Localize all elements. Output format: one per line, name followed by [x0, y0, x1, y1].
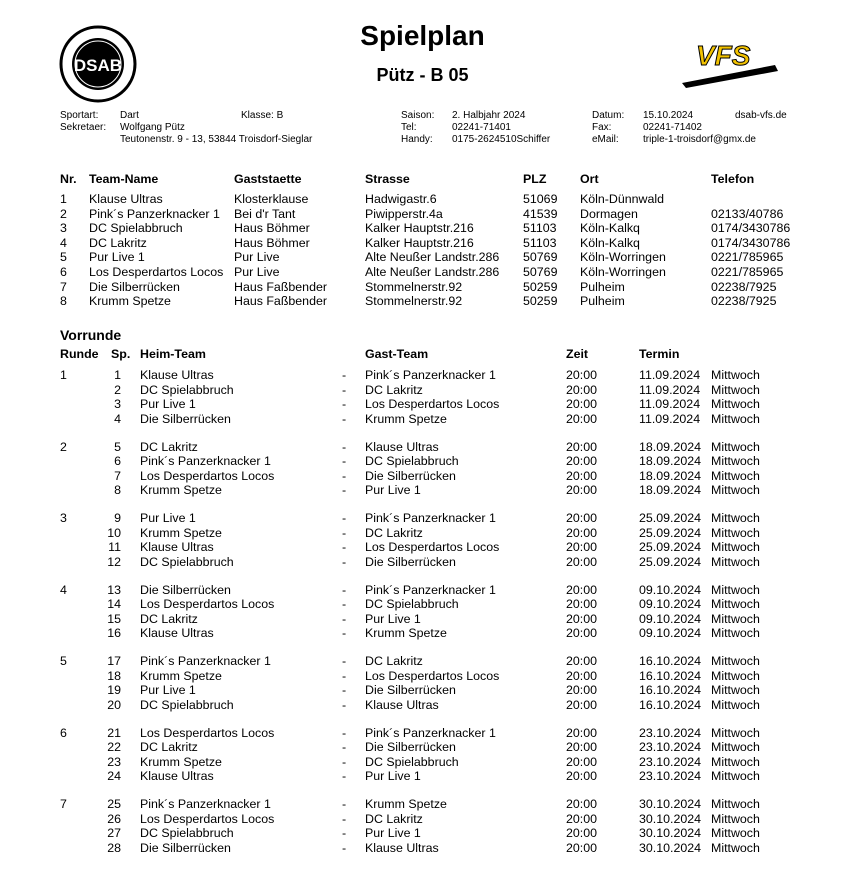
team-cell: 8 [60, 294, 67, 309]
info-saison: 2. Halbjahr 2024 [452, 110, 526, 121]
section-title: Vorrunde [60, 327, 122, 343]
game-date: 18.09.2024 [639, 454, 702, 468]
game-weekday: Mittwoch [711, 582, 760, 597]
guest-team: Die Silberrücken [365, 740, 456, 754]
home-team: Pink´s Panzerknacker 1 [140, 797, 271, 811]
guest-team: Pink´s Panzerknacker 1 [365, 368, 496, 382]
game-date: 11.09.2024 [639, 368, 701, 382]
game-date: 16.10.2024 [639, 668, 702, 683]
game-date: 09.10.2024 [639, 626, 702, 640]
home-team: DC Spielabbruch [140, 826, 234, 840]
guest-team: Pur Live 1 [365, 769, 421, 783]
info-tel-label: Tel: [401, 122, 417, 133]
info-datum-label: Datum: [592, 110, 625, 121]
team-cell: Hadwigastr.6 [365, 192, 437, 206]
game-time: 20:00 [566, 582, 598, 597]
separator: - [342, 540, 347, 554]
game-weekday: Mittwoch [711, 468, 760, 483]
game-weekday: Mittwoch [711, 368, 760, 382]
teams-header-cell: Ort [580, 172, 599, 186]
team-cell: Los Desperdartos Locos [89, 265, 224, 279]
team-cell: 50769 [523, 265, 558, 279]
home-team: DC Lakritz [140, 439, 198, 454]
team-cell: Alte Neußer Landstr.286 [365, 265, 500, 279]
game-number: 5 [114, 439, 121, 454]
guest-team: Krumm Spetze [365, 411, 447, 426]
round-number: 5 [60, 654, 67, 668]
home-team: Die Silberrücken [140, 840, 231, 855]
schedule-header-cell: Heim-Team [140, 347, 206, 361]
game-date: 30.10.2024 [639, 797, 702, 811]
game-date: 16.10.2024 [639, 654, 702, 668]
guest-team: Klause Ultras [365, 840, 439, 855]
team-cell: Pulheim [580, 279, 625, 294]
home-team: Pur Live 1 [140, 397, 196, 411]
separator: - [342, 725, 347, 740]
info-adresse: Teutonenstr. 9 - 13, 53844 Troisdorf-Sieglar [120, 134, 313, 145]
game-date: 30.10.2024 [639, 840, 702, 855]
guest-team: Pur Live 1 [365, 483, 421, 497]
game-number: 14 [107, 597, 121, 611]
teams-header-cell: Team-Name [89, 172, 159, 186]
team-cell: 02238/7925 [711, 279, 777, 294]
round-number: 1 [60, 368, 67, 382]
team-cell: 50769 [523, 250, 558, 265]
game-date: 16.10.2024 [639, 697, 702, 712]
game-weekday: Mittwoch [711, 411, 760, 426]
game-number: 6 [114, 454, 121, 468]
round-number: 3 [60, 511, 67, 525]
guest-team: Pink´s Panzerknacker 1 [365, 511, 496, 525]
page-title: Spielplan [360, 20, 485, 51]
guest-team: Die Silberrücken [365, 554, 456, 569]
home-team: Klause Ultras [140, 769, 214, 783]
home-team: Krumm Spetze [140, 525, 222, 540]
game-time: 20:00 [566, 454, 598, 468]
team-cell: Pink´s Panzerknacker 1 [89, 206, 220, 221]
separator: - [342, 411, 347, 426]
team-cell: Köln-Worringen [580, 250, 666, 265]
home-team: Krumm Spetze [140, 668, 222, 683]
team-cell: DC Lakritz [89, 235, 147, 250]
team-cell: 51103 [523, 235, 557, 250]
guest-team: DC Spielabbruch [365, 454, 459, 468]
game-date: 25.09.2024 [639, 540, 702, 554]
game-number: 24 [107, 769, 121, 783]
game-time: 20:00 [566, 525, 598, 540]
game-time: 20:00 [566, 597, 598, 611]
game-weekday: Mittwoch [711, 439, 760, 454]
game-number: 11 [108, 540, 121, 554]
game-time: 20:00 [566, 769, 598, 783]
team-cell: 41539 [523, 206, 558, 221]
game-number: 9 [114, 511, 121, 525]
game-date: 25.09.2024 [639, 525, 702, 540]
info-web: dsab-vfs.de [735, 110, 787, 121]
separator: - [342, 683, 347, 697]
game-number: 12 [107, 554, 121, 569]
info-tel: 02241-71401 [452, 122, 511, 133]
schedule-header-cell: Zeit [566, 347, 589, 361]
teams-header-cell: Telefon [711, 172, 755, 186]
game-number: 28 [107, 840, 121, 855]
round-number: 2 [60, 439, 67, 454]
guest-team: DC Lakritz [365, 654, 423, 668]
separator: - [342, 697, 347, 712]
game-weekday: Mittwoch [711, 554, 760, 569]
game-weekday: Mittwoch [711, 668, 760, 683]
game-number: 26 [107, 811, 121, 826]
game-time: 20:00 [566, 483, 598, 497]
game-date: 11.09.2024 [639, 397, 701, 411]
team-cell: Köln-Kalkq [580, 235, 640, 250]
separator: - [342, 525, 347, 540]
guest-team: Los Desperdartos Locos [365, 397, 500, 411]
game-date: 11.09.2024 [639, 411, 701, 426]
game-number: 22 [107, 740, 121, 754]
game-number: 27 [107, 826, 121, 840]
game-weekday: Mittwoch [711, 740, 760, 754]
separator: - [342, 368, 347, 382]
team-cell: 02238/7925 [711, 294, 777, 309]
game-date: 18.09.2024 [639, 468, 702, 483]
team-cell: Stommelnerstr.92 [365, 294, 463, 309]
game-date: 09.10.2024 [639, 582, 702, 597]
home-team: DC Spielabbruch [140, 697, 234, 712]
separator: - [342, 740, 347, 754]
game-weekday: Mittwoch [711, 697, 760, 712]
game-weekday: Mittwoch [711, 540, 760, 554]
guest-team: Klause Ultras [365, 439, 439, 454]
home-team: Krumm Spetze [140, 483, 222, 497]
separator: - [342, 840, 347, 855]
game-time: 20:00 [566, 411, 598, 426]
team-cell: 0174/3430786 [711, 221, 791, 236]
game-number: 4 [114, 411, 121, 426]
guest-team: Pur Live 1 [365, 611, 421, 626]
team-cell: 1 [60, 192, 67, 206]
home-team: Pur Live 1 [140, 511, 196, 525]
team-cell: 5 [60, 250, 67, 265]
info-handy: 0175-2624510Schiffer [452, 134, 551, 145]
guest-team: Krumm Spetze [365, 797, 447, 811]
game-number: 20 [107, 697, 121, 712]
team-cell: 51103 [523, 221, 557, 236]
game-number: 7 [114, 468, 121, 483]
team-cell: 2 [60, 206, 67, 221]
team-cell: Bei d'r Tant [234, 206, 296, 221]
guest-team: Pink´s Panzerknacker 1 [365, 725, 496, 740]
game-number: 19 [107, 683, 121, 697]
home-team: Die Silberrücken [140, 582, 231, 597]
game-weekday: Mittwoch [711, 769, 760, 783]
game-number: 13 [107, 582, 121, 597]
svg-text:DSAB: DSAB [73, 56, 123, 75]
game-weekday: Mittwoch [711, 483, 760, 497]
team-cell: 0174/3430786 [711, 235, 791, 250]
team-cell: Klosterklause [234, 192, 309, 206]
game-number: 2 [114, 382, 121, 397]
team-cell: Kalker Hauptstr.216 [365, 235, 474, 250]
home-team: Los Desperdartos Locos [140, 597, 275, 611]
game-weekday: Mittwoch [711, 626, 760, 640]
team-cell: DC Spielabbruch [89, 221, 183, 236]
home-team: Pink´s Panzerknacker 1 [140, 454, 271, 468]
team-cell: 0221/785965 [711, 250, 784, 265]
game-time: 20:00 [566, 368, 598, 382]
game-time: 20:00 [566, 611, 598, 626]
guest-team: Los Desperdartos Locos [365, 668, 500, 683]
info-datum: 15.10.2024 [643, 110, 694, 121]
separator: - [342, 654, 347, 668]
game-number: 23 [107, 754, 121, 769]
separator: - [342, 597, 347, 611]
info-fax-label: Fax: [592, 122, 612, 133]
game-date: 25.09.2024 [639, 511, 702, 525]
round-number: 4 [60, 582, 67, 597]
team-cell: Alte Neußer Landstr.286 [365, 250, 500, 265]
home-team: Los Desperdartos Locos [140, 811, 275, 826]
schedule-header-cell: Termin [639, 347, 680, 361]
game-date: 23.10.2024 [639, 769, 702, 783]
separator: - [342, 797, 347, 811]
game-date: 18.09.2024 [639, 439, 702, 454]
info-sportart-label: Sportart: [60, 110, 99, 121]
guest-team: Krumm Spetze [365, 626, 447, 640]
game-date: 30.10.2024 [639, 826, 702, 840]
team-cell: 6 [60, 265, 67, 279]
game-date: 25.09.2024 [639, 554, 702, 569]
team-cell: Klause Ultras [89, 192, 163, 206]
team-cell: Pur Live [234, 250, 280, 265]
team-cell: Piwipperstr.4a [365, 206, 443, 221]
separator: - [342, 582, 347, 597]
guest-team: Los Desperdartos Locos [365, 540, 500, 554]
game-date: 11.09.2024 [639, 382, 701, 397]
game-weekday: Mittwoch [711, 654, 760, 668]
team-cell: 3 [60, 221, 67, 236]
game-date: 30.10.2024 [639, 811, 702, 826]
home-team: Klause Ultras [140, 368, 214, 382]
separator: - [342, 468, 347, 483]
separator: - [342, 826, 347, 840]
game-date: 09.10.2024 [639, 611, 702, 626]
game-number: 3 [114, 397, 121, 411]
team-cell: Haus Böhmer [234, 235, 310, 250]
team-cell: Haus Böhmer [234, 221, 310, 236]
info-fax: 02241-71402 [643, 122, 702, 133]
guest-team: Pur Live 1 [365, 826, 421, 840]
guest-team: Klause Ultras [365, 697, 439, 712]
game-time: 20:00 [566, 397, 598, 411]
teams-header-cell: PLZ [523, 172, 547, 186]
team-cell: 4 [60, 235, 67, 250]
game-number: 16 [107, 626, 121, 640]
team-cell: Haus Faßbender [234, 279, 327, 294]
team-cell: Die Silberrücken [89, 279, 180, 294]
home-team: Klause Ultras [140, 540, 214, 554]
separator: - [342, 554, 347, 569]
team-cell: Pulheim [580, 294, 625, 309]
game-weekday: Mittwoch [711, 826, 760, 840]
game-time: 20:00 [566, 468, 598, 483]
game-time: 20:00 [566, 654, 598, 668]
separator: - [342, 439, 347, 454]
home-team: DC Spielabbruch [140, 382, 234, 397]
team-cell: Pur Live 1 [89, 250, 145, 265]
guest-team: DC Spielabbruch [365, 597, 459, 611]
game-time: 20:00 [566, 826, 598, 840]
game-date: 23.10.2024 [639, 754, 702, 769]
game-time: 20:00 [566, 554, 598, 569]
game-time: 20:00 [566, 797, 598, 811]
team-cell: Kalker Hauptstr.216 [365, 221, 474, 236]
game-time: 20:00 [566, 382, 598, 397]
game-weekday: Mittwoch [711, 525, 760, 540]
game-weekday: Mittwoch [711, 754, 760, 769]
schedule-header-cell: Sp. [111, 347, 131, 361]
team-cell: Krumm Spetze [89, 294, 171, 309]
game-date: 18.09.2024 [639, 483, 702, 497]
team-cell: Köln-Dünnwald [580, 192, 665, 206]
info-saison-label: Saison: [401, 110, 435, 121]
home-team: DC Lakritz [140, 611, 198, 626]
info-handy-label: Handy: [401, 134, 433, 145]
team-cell: 50259 [523, 279, 558, 294]
separator: - [342, 769, 347, 783]
game-date: 09.10.2024 [639, 597, 702, 611]
team-cell: Dormagen [580, 206, 638, 221]
info-klasse: Klasse: B [241, 110, 284, 121]
game-time: 20:00 [566, 626, 598, 640]
game-date: 16.10.2024 [639, 683, 702, 697]
game-time: 20:00 [566, 683, 598, 697]
game-number: 15 [107, 611, 121, 626]
home-team: Pur Live 1 [140, 683, 196, 697]
game-weekday: Mittwoch [711, 725, 760, 740]
game-number: 25 [107, 797, 121, 811]
info-sekretaer-label: Sekretaer: [60, 122, 107, 133]
teams-header-cell: Gaststaette [234, 172, 302, 186]
team-cell: 0221/785965 [711, 265, 784, 279]
info-email-label: eMail: [592, 134, 619, 145]
game-time: 20:00 [566, 754, 598, 769]
game-weekday: Mittwoch [711, 683, 760, 697]
home-team: DC Spielabbruch [140, 554, 234, 569]
game-weekday: Mittwoch [711, 454, 760, 468]
game-weekday: Mittwoch [711, 797, 760, 811]
separator: - [342, 483, 347, 497]
game-number: 21 [107, 725, 121, 740]
game-time: 20:00 [566, 725, 598, 740]
guest-team: DC Lakritz [365, 525, 423, 540]
home-team: Die Silberrücken [140, 411, 231, 426]
home-team: Pink´s Panzerknacker 1 [140, 654, 271, 668]
home-team: Klause Ultras [140, 626, 214, 640]
separator: - [342, 611, 347, 626]
guest-team: Pink´s Panzerknacker 1 [365, 582, 496, 597]
info-email: triple-1-troisdorf@gmx.de [643, 134, 756, 145]
game-number: 1 [114, 368, 121, 382]
game-weekday: Mittwoch [711, 511, 760, 525]
team-cell: 51069 [523, 192, 558, 206]
game-weekday: Mittwoch [711, 597, 760, 611]
separator: - [342, 626, 347, 640]
home-team: Los Desperdartos Locos [140, 468, 275, 483]
round-number: 6 [60, 725, 67, 740]
guest-team: DC Lakritz [365, 811, 423, 826]
info-sportart: Dart [120, 110, 139, 121]
game-time: 20:00 [566, 697, 598, 712]
team-cell: Köln-Kalkq [580, 221, 640, 236]
game-weekday: Mittwoch [711, 611, 760, 626]
game-time: 20:00 [566, 540, 598, 554]
game-weekday: Mittwoch [711, 840, 760, 855]
guest-team: Die Silberrücken [365, 468, 456, 483]
teams-header-cell: Strasse [365, 172, 410, 186]
guest-team: DC Spielabbruch [365, 754, 459, 769]
game-number: 17 [107, 654, 121, 668]
separator: - [342, 454, 347, 468]
schedule-header-cell: Gast-Team [365, 347, 429, 361]
game-time: 20:00 [566, 668, 598, 683]
home-team: Krumm Spetze [140, 754, 222, 769]
game-time: 20:00 [566, 439, 598, 454]
separator: - [342, 668, 347, 683]
team-cell: Köln-Worringen [580, 265, 666, 279]
game-weekday: Mittwoch [711, 382, 760, 397]
game-time: 20:00 [566, 811, 598, 826]
teams-header-cell: Nr. [60, 172, 77, 186]
home-team: DC Lakritz [140, 740, 198, 754]
game-number: 8 [114, 483, 121, 497]
game-number: 10 [107, 525, 121, 540]
game-date: 23.10.2024 [639, 740, 702, 754]
game-weekday: Mittwoch [711, 811, 760, 826]
svg-text:VFS: VFS [696, 40, 751, 71]
game-time: 20:00 [566, 740, 598, 754]
separator: - [342, 397, 347, 411]
separator: - [342, 511, 347, 525]
game-weekday: Mittwoch [711, 397, 760, 411]
game-time: 20:00 [566, 511, 598, 525]
page-subtitle: Pütz - B 05 [376, 65, 469, 85]
separator: - [342, 754, 347, 769]
team-cell: 7 [60, 279, 67, 294]
team-cell: Haus Faßbender [234, 294, 327, 309]
team-cell: Stommelnerstr.92 [365, 279, 463, 294]
team-cell: 02133/40786 [711, 206, 784, 221]
game-time: 20:00 [566, 840, 598, 855]
guest-team: DC Lakritz [365, 382, 423, 397]
game-number: 18 [107, 668, 121, 683]
team-cell: Pur Live [234, 265, 280, 279]
schedule-header-cell: Runde [60, 347, 99, 361]
info-sekretaer: Wolfgang Pütz [120, 122, 185, 133]
home-team: Los Desperdartos Locos [140, 725, 275, 740]
separator: - [342, 811, 347, 826]
round-number: 7 [60, 797, 67, 811]
separator: - [342, 382, 347, 397]
game-date: 23.10.2024 [639, 725, 702, 740]
team-cell: 50259 [523, 294, 558, 309]
guest-team: Die Silberrücken [365, 683, 456, 697]
